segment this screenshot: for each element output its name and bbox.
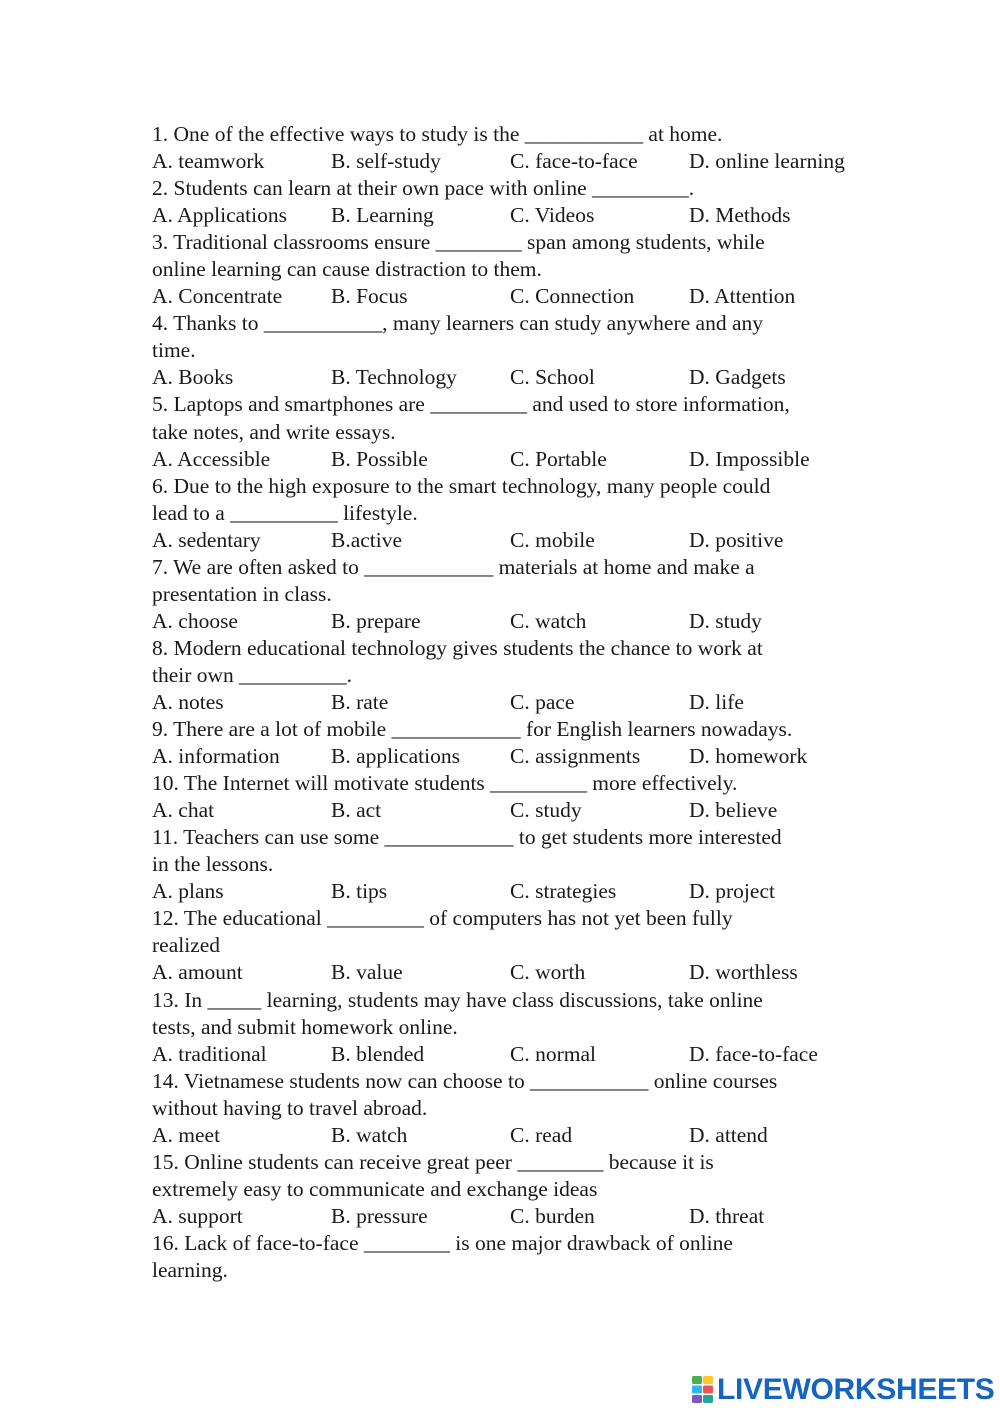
question-stem-line: 15. Online students can receive great peer ________ because it is <box>152 1149 714 1174</box>
question-3 <box>152 229 872 310</box>
option-a[interactable]: A. Applications <box>152 203 287 228</box>
option-c[interactable]: C. study <box>510 798 582 823</box>
question-stem-line: presentation in class. <box>152 581 332 606</box>
option-b[interactable]: B. watch <box>331 1122 408 1147</box>
question-stem-line: 16. Lack of face-to-face ________ is one major drawback of online <box>152 1230 733 1255</box>
question-stem-line: 9. There are a lot of mobile ____________ for English learners nowadays. <box>152 717 793 742</box>
option-d[interactable]: D. Impossible <box>689 446 810 471</box>
option-d[interactable]: D. life <box>689 689 744 714</box>
option-a[interactable]: A. amount <box>152 960 243 985</box>
option-a[interactable]: A. notes <box>152 689 224 714</box>
option-c[interactable]: C. watch <box>510 608 587 633</box>
question-stem-line: 7. We are often asked to ____________ materials at home and make a <box>152 554 755 579</box>
question-stem-line: 6. Due to the high exposure to the smart technology, many people could <box>152 473 771 498</box>
options-row <box>152 608 872 635</box>
question-16 <box>152 1230 872 1284</box>
option-d[interactable]: D. Gadgets <box>689 365 786 390</box>
options-row <box>152 1041 872 1068</box>
option-c[interactable]: C. assignments <box>510 744 641 769</box>
options-row <box>152 797 872 824</box>
option-b[interactable]: B. prepare <box>331 608 421 633</box>
question-stem-line: without having to travel abroad. <box>152 1095 428 1120</box>
option-a[interactable]: A. sedentary <box>152 527 261 552</box>
question-stem-line: 8. Modern educational technology gives students the chance to work at <box>152 635 763 660</box>
options-row <box>152 959 872 986</box>
option-b[interactable]: B.active <box>331 527 403 552</box>
options-row <box>152 148 872 175</box>
option-a[interactable]: A. Concentrate <box>152 284 283 309</box>
option-c[interactable]: C. read <box>510 1122 573 1147</box>
options-row <box>152 283 872 310</box>
option-b[interactable]: B. Technology <box>331 365 457 390</box>
question-5 <box>152 391 872 472</box>
question-stem-line: realized <box>152 933 221 958</box>
question-stem-line: 4. Thanks to ___________, many learners can study anywhere and any <box>152 311 764 336</box>
question-2 <box>152 175 872 229</box>
option-b[interactable]: B. act <box>331 798 382 823</box>
options-row <box>152 527 872 554</box>
option-b[interactable]: B. blended <box>331 1041 425 1066</box>
question-stem-line: 1. One of the effective ways to study is the ___________ at home. <box>152 122 723 146</box>
option-c[interactable]: C. Portable <box>510 446 607 471</box>
option-d[interactable]: D. threat <box>689 1203 765 1228</box>
option-b[interactable]: B. value <box>331 960 403 985</box>
options-row <box>152 364 872 391</box>
question-stem-line: 13. In _____ learning, students may have class discussions, take online <box>152 987 763 1012</box>
question-12 <box>152 905 872 986</box>
option-a[interactable]: A. Books <box>152 365 234 390</box>
option-a[interactable]: A. support <box>152 1203 243 1228</box>
option-b[interactable]: B. self-study <box>331 149 441 174</box>
question-stem-line: learning. <box>152 1257 228 1282</box>
option-d[interactable]: D. Methods <box>689 203 791 228</box>
option-b[interactable]: B. Focus <box>331 284 408 309</box>
option-c[interactable]: C. mobile <box>510 527 595 552</box>
options-row <box>152 743 872 770</box>
liveworksheets-brand[interactable] <box>692 1374 995 1406</box>
brand-name: LIVEWORKSHEETS <box>717 1373 995 1406</box>
options-row <box>152 202 872 229</box>
option-c[interactable]: C. burden <box>510 1203 595 1228</box>
option-d[interactable]: D. positive <box>689 527 784 552</box>
option-c[interactable]: C. School <box>510 365 595 390</box>
question-10 <box>152 770 872 824</box>
option-a[interactable]: A. plans <box>152 879 224 904</box>
option-a[interactable]: A. Accessible <box>152 446 271 471</box>
question-stem-line: their own __________. <box>152 662 353 687</box>
option-b[interactable]: B. Possible <box>331 446 428 471</box>
option-c[interactable]: C. Videos <box>510 203 595 228</box>
option-d[interactable]: D. Attention <box>689 284 796 309</box>
options-row <box>152 689 872 716</box>
question-stem-line: time. <box>152 338 196 363</box>
option-c[interactable]: C. normal <box>510 1041 596 1066</box>
liveworksheets-logo-icon <box>692 1376 714 1404</box>
question-9 <box>152 716 872 770</box>
question-8 <box>152 635 872 716</box>
options-row <box>152 878 872 905</box>
question-15 <box>152 1149 872 1230</box>
question-14 <box>152 1068 872 1149</box>
option-b[interactable]: B. Learning <box>331 203 434 228</box>
option-d[interactable]: D. believe <box>689 798 778 823</box>
option-b[interactable]: B. tips <box>331 879 388 904</box>
question-stem-line: 11. Teachers can use some ____________ to get students more interested <box>152 825 782 850</box>
option-a[interactable]: A. meet <box>152 1122 221 1147</box>
question-stem-line: 10. The Internet will motivate students _________ more effectively. <box>152 771 738 796</box>
option-c[interactable]: C. strategies <box>510 879 617 904</box>
option-a[interactable]: A. chat <box>152 798 215 823</box>
worksheet <box>152 121 872 1284</box>
question-stem-line: tests, and submit homework online. <box>152 1014 458 1039</box>
options-row <box>152 1122 872 1149</box>
option-b[interactable]: B. applications <box>331 744 460 769</box>
question-stem-line: online learning can cause distraction to them. <box>152 257 542 282</box>
option-b[interactable]: B. rate <box>331 689 389 714</box>
question-stem-line: take notes, and write essays. <box>152 419 396 444</box>
option-d[interactable]: D. study <box>689 608 762 633</box>
question-stem-line: 14. Vietnamese students now can choose to ___________ online courses <box>152 1068 778 1093</box>
option-a[interactable]: A. information <box>152 744 280 769</box>
option-b[interactable]: B. pressure <box>331 1203 428 1228</box>
question-stem-line: in the lessons. <box>152 852 274 877</box>
option-d[interactable]: D. face-to-face <box>689 1041 818 1066</box>
question-1 <box>152 121 872 175</box>
option-c[interactable]: C. face-to-face <box>510 149 638 174</box>
option-a[interactable]: A. choose <box>152 608 238 633</box>
option-c[interactable]: C. pace <box>510 689 575 714</box>
question-7 <box>152 554 872 635</box>
question-stem-line: 2. Students can learn at their own pace with online _________. <box>152 176 695 201</box>
question-stem-line: 3. Traditional classrooms ensure ________ span among students, while <box>152 230 765 255</box>
option-c[interactable]: C. Connection <box>510 284 635 309</box>
question-stem-line: lead to a __________ lifestyle. <box>152 500 418 525</box>
option-d[interactable]: D. project <box>689 879 775 904</box>
question-stem-line: extremely easy to communicate and exchange ideas <box>152 1176 598 1201</box>
option-a[interactable]: A. traditional <box>152 1041 267 1066</box>
option-d[interactable]: D. online learning <box>689 149 845 174</box>
option-d[interactable]: D. worthless <box>689 960 798 985</box>
options-row <box>152 446 872 473</box>
option-c[interactable]: C. worth <box>510 960 586 985</box>
option-a[interactable]: A. teamwork <box>152 149 265 174</box>
question-6 <box>152 473 872 554</box>
question-stem-line: 12. The educational _________ of computers has not yet been fully <box>152 906 733 931</box>
option-d[interactable]: D. homework <box>689 744 808 769</box>
question-stem-line: 5. Laptops and smartphones are _________ and used to store information, <box>152 392 790 417</box>
question-11 <box>152 824 872 905</box>
question-4 <box>152 310 872 391</box>
option-d[interactable]: D. attend <box>689 1122 768 1147</box>
options-row <box>152 1203 872 1230</box>
question-13 <box>152 987 872 1068</box>
